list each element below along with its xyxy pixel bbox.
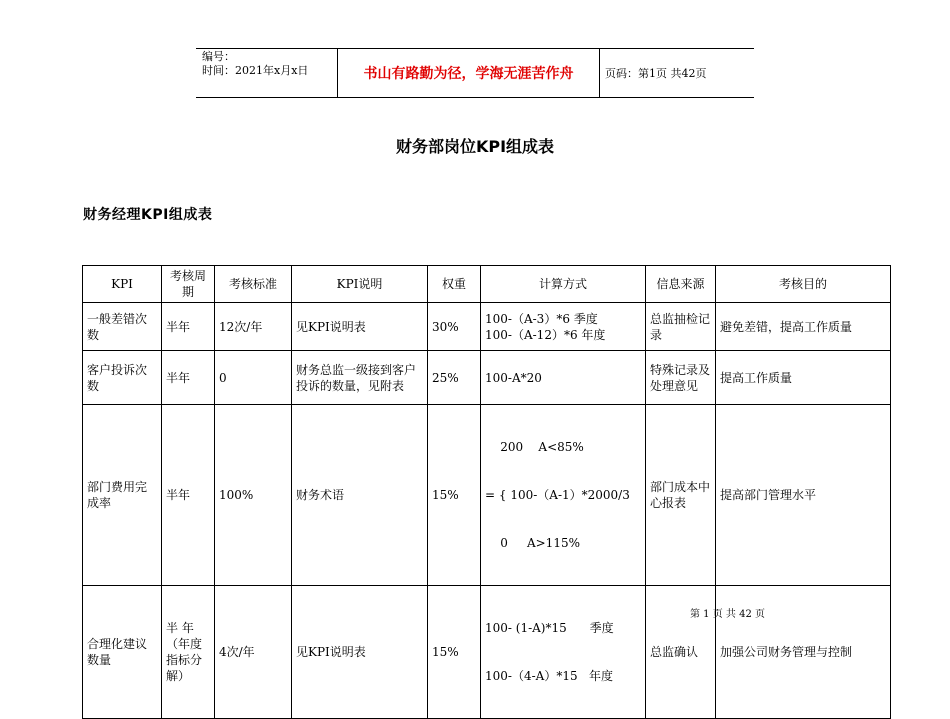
- period-cell: 半年: [162, 303, 215, 351]
- calc-cell: [481, 351, 646, 405]
- calc-line: 100-（A-3）*6 季度: [485, 311, 598, 326]
- desc-cell: 财务术语: [292, 405, 428, 586]
- calc-line: 100-（4-A）*15 年度: [485, 669, 614, 683]
- period-cell: 半 年（年度指标分解）: [162, 586, 215, 719]
- kpi-table: [82, 265, 891, 719]
- weight-cell: 15%: [428, 405, 481, 586]
- table-row: [83, 351, 891, 405]
- kpi-cell: 部门费用完成率: [83, 405, 162, 586]
- table-row: [83, 405, 891, 586]
- standard-cell: 0: [215, 351, 292, 405]
- calc-cell: [481, 405, 646, 586]
- page-footer: 第 1 页 共 42 页: [690, 609, 765, 620]
- calc-line: 200 A<85%: [485, 440, 584, 454]
- weight-cell: 15%: [428, 586, 481, 719]
- calc-cell: [481, 586, 646, 719]
- weight-cell: 30%: [428, 303, 481, 351]
- calc-line: 0 A>115%: [485, 536, 580, 550]
- purpose-cell: 加强公司财务管理与控制: [716, 586, 891, 719]
- period-cell: 半年: [162, 405, 215, 586]
- col-header: 考核目的: [716, 266, 891, 303]
- kpi-cell: 合理化建议数量: [83, 586, 162, 719]
- header-page-code: 页码：第1页 共42页: [605, 67, 707, 80]
- header-motto: 书山有路勤为径，学海无涯苦作舟: [337, 49, 600, 97]
- table-header-row: [83, 266, 891, 303]
- purpose-cell: 避免差错，提高工作质量: [716, 303, 891, 351]
- col-header: KPI: [83, 266, 162, 303]
- source-cell: 特殊记录及处理意见: [646, 351, 716, 405]
- document-title: 财务部岗位KPI组成表: [395, 137, 555, 156]
- col-header: 计算方式: [481, 266, 646, 303]
- kpi-cell: 一般差错次数: [83, 303, 162, 351]
- calc-line: = { 100-（A-1）*2000/3: [485, 488, 630, 502]
- section-title: 财务经理KPI组成表: [83, 207, 213, 223]
- desc-cell: 见KPI说明表: [292, 303, 428, 351]
- purpose-cell: 提高工作质量: [716, 351, 891, 405]
- desc-cell: 财务总监一级接到客户投诉的数量，见附表: [292, 351, 428, 405]
- calc-cell: [481, 303, 646, 351]
- source-cell: 部门成本中心报表: [646, 405, 716, 586]
- col-header: KPI说明: [292, 266, 428, 303]
- period-cell: 半年: [162, 351, 215, 405]
- kpi-cell: 客户投诉次数: [83, 351, 162, 405]
- standard-cell: 100%: [215, 405, 292, 586]
- weight-cell: 25%: [428, 351, 481, 405]
- col-header: 权重: [428, 266, 481, 303]
- purpose-cell: 提高部门管理水平: [716, 405, 891, 586]
- time-label: 时间：2021年x月x日: [202, 64, 309, 77]
- source-cell: 总监确认: [646, 586, 716, 719]
- calc-line: 100-（A-12）*6 年度: [485, 327, 606, 342]
- source-cell: 总监抽检记录: [646, 303, 716, 351]
- table-row: [83, 586, 891, 719]
- document-header: [196, 48, 754, 98]
- standard-cell: 12次/年: [215, 303, 292, 351]
- desc-cell: 见KPI说明表: [292, 586, 428, 719]
- calc-line: 100- (1-A)*15 季度: [485, 621, 614, 635]
- col-header: 考核周期: [162, 266, 215, 303]
- number-label: 编号：: [202, 50, 235, 63]
- col-header: 考核标准: [215, 266, 292, 303]
- calc-line: 100-A*20: [485, 370, 542, 385]
- col-header: 信息来源: [646, 266, 716, 303]
- header-meta: [196, 49, 337, 97]
- table-row: [83, 303, 891, 351]
- standard-cell: 4次/年: [215, 586, 292, 719]
